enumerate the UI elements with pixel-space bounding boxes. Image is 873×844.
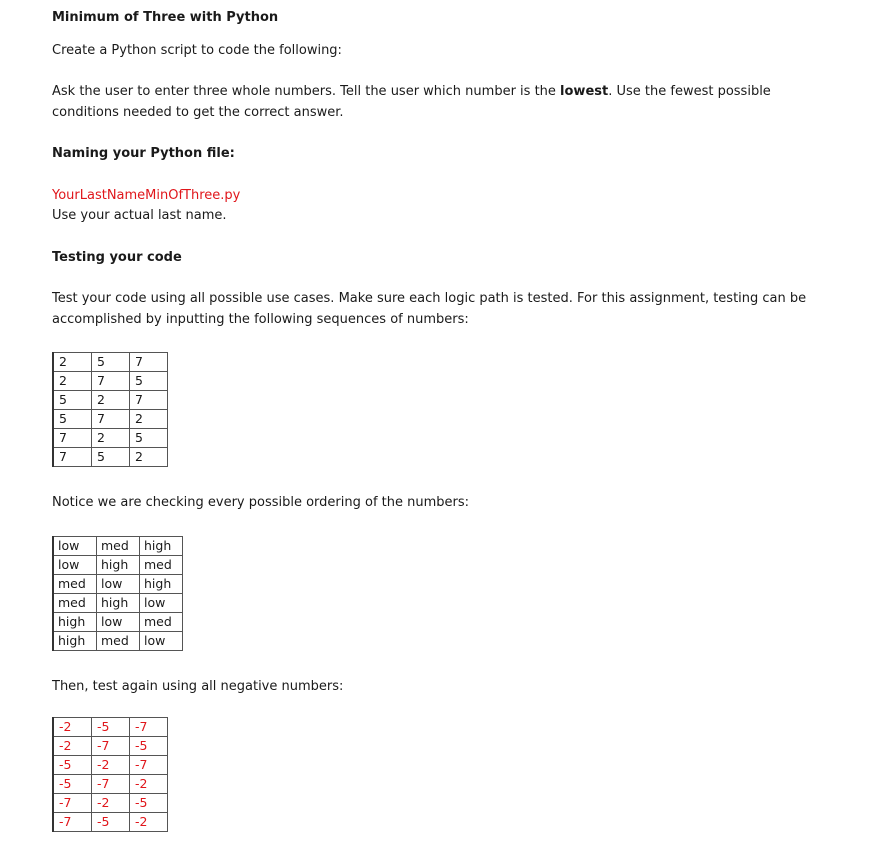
- table-row: [53, 594, 183, 613]
- table-cell: -5: [92, 718, 130, 737]
- table-cell: med: [97, 632, 140, 651]
- table-cell: -5: [53, 756, 92, 775]
- table-cell: -5: [53, 775, 92, 794]
- table-cell: 5: [92, 353, 130, 372]
- table-cell: 7: [53, 448, 92, 467]
- table-cell: -2: [130, 813, 168, 832]
- table-cell: -5: [92, 813, 130, 832]
- table-cell: med: [140, 613, 183, 632]
- table-row: [53, 391, 168, 410]
- table-row: [53, 775, 168, 794]
- table-cell: high: [97, 556, 140, 575]
- table-cell: -2: [92, 794, 130, 813]
- table-cell: high: [53, 632, 97, 651]
- table-cell: -5: [130, 794, 168, 813]
- table-row: [53, 813, 168, 832]
- negative-note: Then, test again using all negative numbers:: [52, 679, 344, 694]
- table-cell: low: [140, 632, 183, 651]
- filename-note: Use your actual last name.: [52, 208, 227, 223]
- task-line-2: conditions needed to get the correct answer.: [52, 105, 344, 120]
- filename-text: YourLastNameMinOfThree.py: [52, 188, 241, 203]
- table-cell: -2: [53, 737, 92, 756]
- testing-heading: Testing your code: [52, 250, 182, 265]
- table-cell: low: [97, 575, 140, 594]
- table-cell: 2: [92, 391, 130, 410]
- table-row: [53, 718, 168, 737]
- table-cell: 2: [130, 448, 168, 467]
- table-cell: -7: [92, 737, 130, 756]
- table-row: [53, 429, 168, 448]
- intro-text: Create a Python script to code the following:: [52, 43, 342, 58]
- table-cell: -7: [92, 775, 130, 794]
- table-cell: med: [53, 575, 97, 594]
- table-cell: 7: [53, 429, 92, 448]
- table-cell: high: [140, 575, 183, 594]
- table-row: [53, 353, 168, 372]
- table-cell: low: [53, 556, 97, 575]
- table-cell: -2: [130, 775, 168, 794]
- table-cell: 2: [53, 372, 92, 391]
- table-cell: -7: [53, 813, 92, 832]
- task-line-1-post: . Use the fewest possible: [608, 84, 771, 99]
- table-row: [53, 794, 168, 813]
- table-row: [53, 756, 168, 775]
- table-row: [53, 632, 183, 651]
- table-cell: 5: [92, 448, 130, 467]
- task-lowest-emphasis: lowest: [560, 84, 609, 99]
- table-cell: 2: [92, 429, 130, 448]
- table-cell: low: [53, 537, 97, 556]
- table-cell: 7: [130, 391, 168, 410]
- table-row: [53, 613, 183, 632]
- table-row: [53, 410, 168, 429]
- table-row: [53, 556, 183, 575]
- task-line-1: [52, 83, 771, 101]
- table-cell: -2: [53, 718, 92, 737]
- table-cell: -7: [53, 794, 92, 813]
- table-cell: 2: [53, 353, 92, 372]
- table-cell: -2: [92, 756, 130, 775]
- table-cell: low: [97, 613, 140, 632]
- table-cell: med: [97, 537, 140, 556]
- positive-numbers-table: [52, 352, 168, 467]
- table-row: [53, 448, 168, 467]
- testing-line-2: accomplished by inputting the following sequences of numbers:: [52, 312, 469, 327]
- doc-title: Minimum of Three with Python: [52, 10, 279, 25]
- table-cell: 7: [92, 410, 130, 429]
- table-cell: 5: [53, 410, 92, 429]
- table-cell: 2: [130, 410, 168, 429]
- table-cell: high: [53, 613, 97, 632]
- table-cell: low: [140, 594, 183, 613]
- ordering-table: [52, 536, 183, 651]
- table-cell: -7: [130, 718, 168, 737]
- table-cell: med: [140, 556, 183, 575]
- ordering-note: Notice we are checking every possible ordering of the numbers:: [52, 495, 470, 510]
- table-cell: med: [53, 594, 97, 613]
- table-cell: 5: [130, 429, 168, 448]
- task-line-1-pre: Ask the user to enter three whole numbers. Tell the user which number is the: [52, 84, 561, 99]
- table-cell: -5: [130, 737, 168, 756]
- table-cell: 5: [53, 391, 92, 410]
- table-cell: high: [140, 537, 183, 556]
- table-cell: 7: [130, 353, 168, 372]
- table-row: [53, 737, 168, 756]
- table-cell: 5: [130, 372, 168, 391]
- table-cell: 7: [92, 372, 130, 391]
- table-row: [53, 372, 168, 391]
- table-cell: -7: [130, 756, 168, 775]
- table-row: [53, 575, 183, 594]
- table-row: [53, 537, 183, 556]
- negative-numbers-table: [52, 717, 168, 832]
- table-cell: high: [97, 594, 140, 613]
- naming-heading: Naming your Python file:: [52, 146, 235, 161]
- testing-line-1: Test your code using all possible use cases. Make sure each logic path is tested. For this assignment, testing can be: [52, 291, 807, 306]
